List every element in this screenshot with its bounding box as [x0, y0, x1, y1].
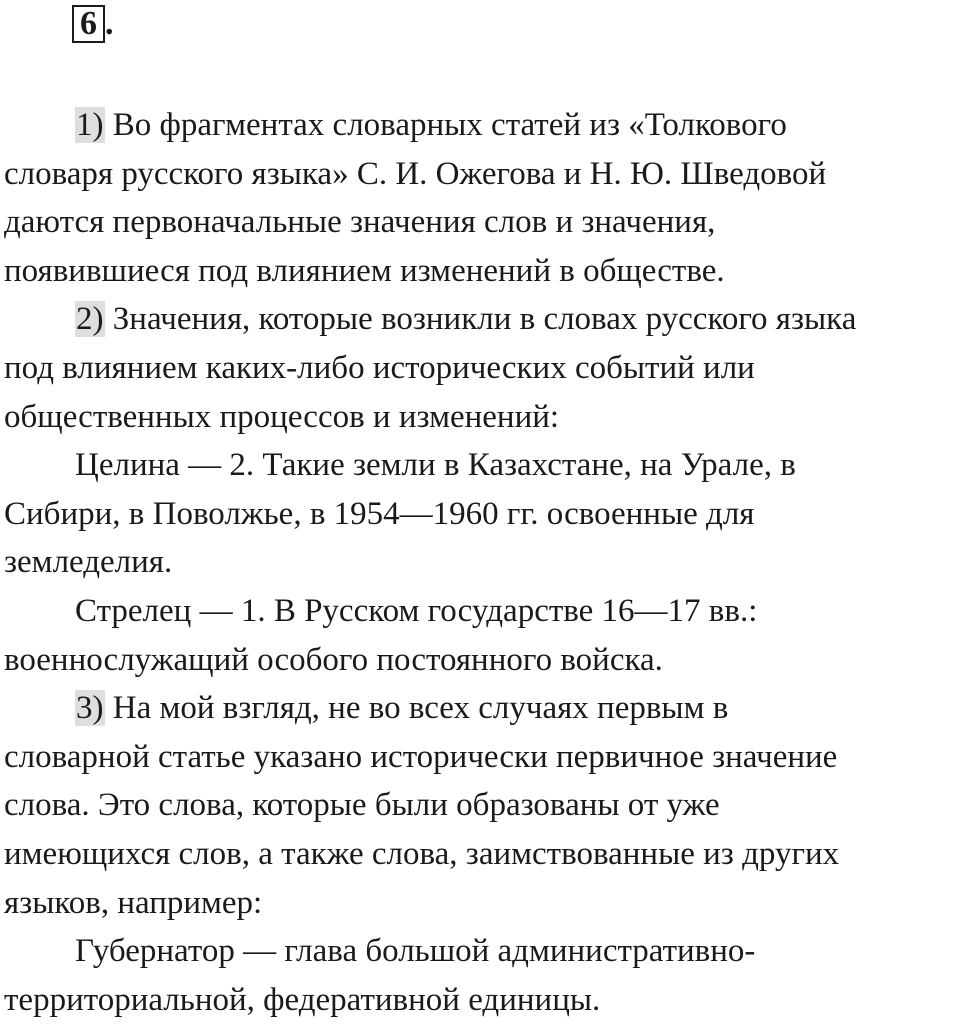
text-line	[4, 830, 958, 879]
line-text: На мой взгляд, не во всех случаях первым в	[104, 690, 729, 727]
line-text: земледелия.	[4, 544, 173, 581]
text-line	[4, 393, 958, 442]
line-text: слова. Это слова, которые были образованы от уже	[4, 787, 720, 824]
line-text: Сибири, в Поволжье, в 1954—1960 гг. освоенные для	[4, 495, 755, 532]
text-line	[4, 587, 958, 636]
line-text: Значения, которые возникли в словах русского языка	[104, 301, 857, 338]
text-line	[4, 150, 958, 199]
task-number	[72, 4, 114, 44]
text-line	[4, 441, 958, 490]
line-text: общественных процессов и изменений:	[4, 398, 560, 435]
text-line	[4, 344, 958, 393]
line-text: территориальной, федеративной единицы.	[4, 981, 601, 1018]
text-line	[4, 198, 958, 247]
task-number-dot: .	[105, 5, 114, 42]
answer-text	[4, 101, 958, 1024]
line-text: появившиеся под влиянием изменений в обществе.	[4, 252, 725, 289]
text-line	[4, 781, 958, 830]
text-line	[4, 101, 958, 150]
line-text: языков, например:	[4, 884, 263, 921]
text-line	[4, 490, 958, 539]
item-marker: 1)	[76, 107, 104, 143]
line-text: Стрелец — 1. В Русском государстве 16—17 вв.:	[75, 592, 758, 629]
item-marker: 3)	[76, 690, 104, 727]
line-text: Губернатор — глава большой административно-	[75, 933, 756, 970]
item-marker: 2)	[76, 301, 104, 338]
text-line	[4, 684, 958, 733]
text-line	[4, 295, 958, 344]
line-text: словарной статье указано исторически первичное значение	[4, 738, 838, 775]
text-line	[4, 733, 958, 782]
text-line	[4, 927, 958, 976]
line-text: имеющихся слов, а также слова, заимствованные из других	[4, 835, 840, 872]
text-line	[4, 879, 958, 928]
text-line	[4, 976, 958, 1025]
line-text: даются первоначальные значения слов и значения,	[4, 204, 716, 241]
line-text: Целина — 2. Такие земли в Казахстане, на Урале, в	[75, 447, 796, 484]
task-number-box: 6	[72, 5, 105, 43]
line-text: под влиянием каких-либо исторических событий или	[4, 349, 755, 386]
line-text: военнослужащий особого постоянного войска.	[4, 641, 663, 678]
line-text: словаря русского языка» С. И. Ожегова и Н. Ю. Шведовой	[4, 155, 827, 192]
text-line	[4, 247, 958, 296]
text-line	[4, 538, 958, 587]
text-line	[4, 636, 958, 685]
line-text: Во фрагментах словарных статей из «Толкового	[104, 107, 787, 143]
